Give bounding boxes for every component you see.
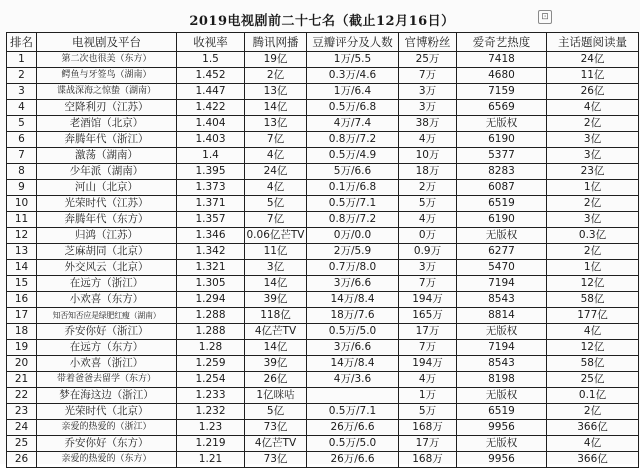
cell-title-platform: 奔腾年代（东方） xyxy=(37,212,177,228)
cell-tencent-views: 19亿 xyxy=(245,52,307,68)
table-row xyxy=(7,276,639,292)
cell-douban: 1万/6.4 xyxy=(307,84,399,100)
table-row xyxy=(7,116,639,132)
cell-tencent-views: 14亿 xyxy=(245,100,307,116)
cell-tencent-views: 73亿 xyxy=(245,420,307,436)
cell-title-platform: 芝麻胡同（北京） xyxy=(37,244,177,260)
table-row xyxy=(7,244,639,260)
cell-weibo-fans: 17万 xyxy=(399,436,457,452)
column-header-rating: 收视率 xyxy=(177,33,245,52)
cell-iqiyi-heat: 无版权 xyxy=(457,324,547,340)
cell-iqiyi-heat: 无版权 xyxy=(457,436,547,452)
column-header-topic-reads: 主话题阅读量 xyxy=(547,33,639,52)
cell-rating: 1.452 xyxy=(177,68,245,84)
ranking-table xyxy=(6,32,639,468)
cell-weibo-fans: 194万 xyxy=(399,292,457,308)
cell-title-platform: 亲爱的热爱的（东方） xyxy=(37,452,177,468)
cell-tencent-views: 39亿 xyxy=(245,356,307,372)
table-row xyxy=(7,212,639,228)
corner-mark-icon: ⊡ xyxy=(538,10,552,24)
table-row xyxy=(7,436,639,452)
cell-douban: 0.5万/6.8 xyxy=(307,100,399,116)
cell-rating: 1.288 xyxy=(177,308,245,324)
table-row xyxy=(7,308,639,324)
cell-iqiyi-heat: 5377 xyxy=(457,148,547,164)
cell-rating: 1.219 xyxy=(177,436,245,452)
column-header-iqiyi-heat: 爱奇艺热度 xyxy=(457,33,547,52)
cell-tencent-views: 118亿 xyxy=(245,308,307,324)
cell-topic-reads: 12亿 xyxy=(547,340,639,356)
cell-weibo-fans: 4万 xyxy=(399,212,457,228)
cell-rank: 14 xyxy=(7,260,37,276)
table-row xyxy=(7,84,639,100)
cell-title-platform: 在远方（东方） xyxy=(37,340,177,356)
cell-rank: 1 xyxy=(7,52,37,68)
cell-rating: 1.321 xyxy=(177,260,245,276)
cell-iqiyi-heat: 8814 xyxy=(457,308,547,324)
cell-topic-reads: 177亿 xyxy=(547,308,639,324)
cell-title-platform: 光荣时代（北京） xyxy=(37,404,177,420)
cell-weibo-fans: 7万 xyxy=(399,340,457,356)
cell-weibo-fans: 3万 xyxy=(399,260,457,276)
cell-rank: 7 xyxy=(7,148,37,164)
cell-rating: 1.373 xyxy=(177,180,245,196)
cell-rank: 9 xyxy=(7,180,37,196)
cell-douban: 2万/5.9 xyxy=(307,244,399,260)
cell-iqiyi-heat: 无版权 xyxy=(457,388,547,404)
cell-tencent-views: 11亿 xyxy=(245,244,307,260)
cell-douban: 4万/7.4 xyxy=(307,116,399,132)
cell-title-platform: 外交风云（北京） xyxy=(37,260,177,276)
cell-rating: 1.395 xyxy=(177,164,245,180)
cell-rating: 1.288 xyxy=(177,324,245,340)
table-row xyxy=(7,452,639,468)
cell-iqiyi-heat: 6087 xyxy=(457,180,547,196)
cell-title-platform: 在远方（浙江） xyxy=(37,276,177,292)
cell-weibo-fans: 10万 xyxy=(399,148,457,164)
cell-douban: 0.3万/4.6 xyxy=(307,68,399,84)
cell-rank: 2 xyxy=(7,68,37,84)
cell-weibo-fans: 3万 xyxy=(399,100,457,116)
cell-title-platform: 梦在海这边（浙江） xyxy=(37,388,177,404)
cell-iqiyi-heat: 5470 xyxy=(457,260,547,276)
cell-douban: 4万/3.6 xyxy=(307,372,399,388)
cell-rating: 1.346 xyxy=(177,228,245,244)
cell-rating: 1.232 xyxy=(177,404,245,420)
cell-topic-reads: 1亿 xyxy=(547,180,639,196)
cell-rating: 1.404 xyxy=(177,116,245,132)
cell-rating: 1.28 xyxy=(177,340,245,356)
cell-title-platform: 少年派（湖南） xyxy=(37,164,177,180)
cell-topic-reads: 0.3亿 xyxy=(547,228,639,244)
column-header-title-platform: 电视剧及平台 xyxy=(37,33,177,52)
cell-topic-reads: 366亿 xyxy=(547,420,639,436)
cell-weibo-fans: 168万 xyxy=(399,452,457,468)
cell-douban: 18万/7.6 xyxy=(307,308,399,324)
cell-rating: 1.294 xyxy=(177,292,245,308)
column-header-rank: 排名 xyxy=(7,33,37,52)
cell-tencent-views: 14亿 xyxy=(245,276,307,292)
cell-title-platform: 带着爸爸去留学（东方） xyxy=(37,372,177,388)
cell-douban: 0.8万/7.2 xyxy=(307,132,399,148)
cell-topic-reads: 25亿 xyxy=(547,372,639,388)
cell-iqiyi-heat: 无版权 xyxy=(457,116,547,132)
cell-tencent-views: 7亿 xyxy=(245,212,307,228)
cell-weibo-fans: 3万 xyxy=(399,84,457,100)
cell-rank: 5 xyxy=(7,116,37,132)
cell-tencent-views: 4亿 xyxy=(245,148,307,164)
cell-rank: 26 xyxy=(7,452,37,468)
cell-title-platform: 奔腾年代（浙江） xyxy=(37,132,177,148)
cell-douban: 5万/6.6 xyxy=(307,164,399,180)
cell-weibo-fans: 1万 xyxy=(399,388,457,404)
cell-title-platform: 小欢喜（浙江） xyxy=(37,356,177,372)
cell-tencent-views: 5亿 xyxy=(245,196,307,212)
table-row xyxy=(7,324,639,340)
cell-title-platform: 激荡（湖南） xyxy=(37,148,177,164)
cell-iqiyi-heat: 6190 xyxy=(457,212,547,228)
cell-iqiyi-heat: 8543 xyxy=(457,292,547,308)
cell-tencent-views: 14亿 xyxy=(245,340,307,356)
cell-douban xyxy=(307,388,399,404)
cell-tencent-views: 3亿 xyxy=(245,260,307,276)
cell-douban: 3万/6.6 xyxy=(307,340,399,356)
cell-rating: 1.447 xyxy=(177,84,245,100)
cell-iqiyi-heat: 6519 xyxy=(457,404,547,420)
cell-rank: 22 xyxy=(7,388,37,404)
cell-rank: 3 xyxy=(7,84,37,100)
cell-topic-reads: 2亿 xyxy=(547,116,639,132)
cell-rank: 20 xyxy=(7,356,37,372)
cell-title-platform: 亲爱的热爱的（浙江） xyxy=(37,420,177,436)
cell-iqiyi-heat: 8543 xyxy=(457,356,547,372)
cell-topic-reads: 58亿 xyxy=(547,356,639,372)
cell-rating: 1.422 xyxy=(177,100,245,116)
table-row xyxy=(7,228,639,244)
cell-iqiyi-heat: 6519 xyxy=(457,196,547,212)
cell-topic-reads: 3亿 xyxy=(547,148,639,164)
cell-topic-reads: 58亿 xyxy=(547,292,639,308)
cell-tencent-views: 1亿咪咕 xyxy=(245,388,307,404)
cell-tencent-views: 73亿 xyxy=(245,452,307,468)
cell-rank: 16 xyxy=(7,292,37,308)
cell-title-platform: 乔安你好（东方） xyxy=(37,436,177,452)
cell-topic-reads: 3亿 xyxy=(547,212,639,228)
cell-douban: 0万/0.0 xyxy=(307,228,399,244)
cell-rank: 25 xyxy=(7,436,37,452)
cell-tencent-views: 24亿 xyxy=(245,164,307,180)
cell-iqiyi-heat: 7194 xyxy=(457,340,547,356)
cell-douban: 0.5万/5.0 xyxy=(307,324,399,340)
cell-iqiyi-heat: 9956 xyxy=(457,452,547,468)
cell-rank: 6 xyxy=(7,132,37,148)
cell-rating: 1.342 xyxy=(177,244,245,260)
cell-title-platform: 第二次也很美（东方） xyxy=(37,52,177,68)
cell-iqiyi-heat: 7159 xyxy=(457,84,547,100)
cell-topic-reads: 366亿 xyxy=(547,452,639,468)
cell-iqiyi-heat: 6277 xyxy=(457,244,547,260)
cell-douban: 0.1万/6.8 xyxy=(307,180,399,196)
cell-topic-reads: 11亿 xyxy=(547,68,639,84)
cell-rank: 21 xyxy=(7,372,37,388)
cell-douban: 3万/6.6 xyxy=(307,276,399,292)
cell-rank: 11 xyxy=(7,212,37,228)
cell-rating: 1.357 xyxy=(177,212,245,228)
cell-topic-reads: 2亿 xyxy=(547,244,639,260)
cell-iqiyi-heat: 7418 xyxy=(457,52,547,68)
cell-rating: 1.305 xyxy=(177,276,245,292)
cell-topic-reads: 23亿 xyxy=(547,164,639,180)
cell-weibo-fans: 0万 xyxy=(399,228,457,244)
cell-topic-reads: 0.1亿 xyxy=(547,388,639,404)
cell-topic-reads: 4亿 xyxy=(547,100,639,116)
cell-tencent-views: 39亿 xyxy=(245,292,307,308)
cell-iqiyi-heat: 7194 xyxy=(457,276,547,292)
table-row xyxy=(7,292,639,308)
cell-iqiyi-heat: 无版权 xyxy=(457,228,547,244)
table-row xyxy=(7,420,639,436)
cell-rank: 8 xyxy=(7,164,37,180)
cell-rank: 4 xyxy=(7,100,37,116)
cell-rank: 19 xyxy=(7,340,37,356)
table-row xyxy=(7,356,639,372)
header-row xyxy=(7,33,639,52)
cell-title-platform: 河山（北京） xyxy=(37,180,177,196)
cell-rating: 1.254 xyxy=(177,372,245,388)
cell-rating: 1.23 xyxy=(177,420,245,436)
table-row xyxy=(7,164,639,180)
cell-douban: 0.5万/7.1 xyxy=(307,196,399,212)
cell-topic-reads: 1亿 xyxy=(547,260,639,276)
cell-weibo-fans: 4万 xyxy=(399,372,457,388)
cell-rank: 17 xyxy=(7,308,37,324)
cell-topic-reads: 4亿 xyxy=(547,324,639,340)
cell-weibo-fans: 2万 xyxy=(399,180,457,196)
table-row xyxy=(7,68,639,84)
table-row xyxy=(7,340,639,356)
cell-tencent-views: 7亿 xyxy=(245,132,307,148)
column-header-douban: 豆瓣评分及人数 xyxy=(307,33,399,52)
cell-iqiyi-heat: 8283 xyxy=(457,164,547,180)
column-header-weibo-fans: 官博粉丝 xyxy=(399,33,457,52)
cell-rating: 1.259 xyxy=(177,356,245,372)
cell-title-platform: 小欢喜（东方） xyxy=(37,292,177,308)
cell-douban: 0.7万/8.0 xyxy=(307,260,399,276)
cell-iqiyi-heat: 6569 xyxy=(457,100,547,116)
cell-rating: 1.371 xyxy=(177,196,245,212)
cell-weibo-fans: 168万 xyxy=(399,420,457,436)
cell-weibo-fans: 5万 xyxy=(399,196,457,212)
cell-rank: 10 xyxy=(7,196,37,212)
cell-title-platform: 空降利刃（江苏） xyxy=(37,100,177,116)
table-row xyxy=(7,404,639,420)
cell-weibo-fans: 4万 xyxy=(399,132,457,148)
cell-tencent-views: 5亿 xyxy=(245,404,307,420)
cell-rating: 1.403 xyxy=(177,132,245,148)
cell-douban: 0.5万/4.9 xyxy=(307,148,399,164)
cell-tencent-views: 13亿 xyxy=(245,116,307,132)
cell-iqiyi-heat: 8198 xyxy=(457,372,547,388)
table-title: 2019电视剧前二十七名（截止12月16日） xyxy=(189,13,455,29)
cell-title-platform: 乔安你好（浙江） xyxy=(37,324,177,340)
cell-topic-reads: 12亿 xyxy=(547,276,639,292)
cell-douban: 0.5万/7.1 xyxy=(307,404,399,420)
cell-douban: 0.5万/5.0 xyxy=(307,436,399,452)
cell-topic-reads: 24亿 xyxy=(547,52,639,68)
cell-iqiyi-heat: 6190 xyxy=(457,132,547,148)
cell-weibo-fans: 18万 xyxy=(399,164,457,180)
cell-rank: 18 xyxy=(7,324,37,340)
cell-tencent-views: 4亿 xyxy=(245,180,307,196)
cell-title-platform: 归鸿（江苏） xyxy=(37,228,177,244)
table-row xyxy=(7,372,639,388)
cell-weibo-fans: 38万 xyxy=(399,116,457,132)
cell-weibo-fans: 25万 xyxy=(399,52,457,68)
table-row xyxy=(7,388,639,404)
cell-topic-reads: 3亿 xyxy=(547,132,639,148)
table-row xyxy=(7,132,639,148)
cell-rank: 24 xyxy=(7,420,37,436)
cell-iqiyi-heat: 4680 xyxy=(457,68,547,84)
cell-rank: 23 xyxy=(7,404,37,420)
cell-weibo-fans: 7万 xyxy=(399,68,457,84)
cell-weibo-fans: 17万 xyxy=(399,324,457,340)
cell-douban: 26万/6.6 xyxy=(307,452,399,468)
cell-iqiyi-heat: 9956 xyxy=(457,420,547,436)
cell-rank: 12 xyxy=(7,228,37,244)
cell-douban: 14万/8.4 xyxy=(307,356,399,372)
cell-rating: 1.5 xyxy=(177,52,245,68)
cell-topic-reads: 2亿 xyxy=(547,404,639,420)
cell-tencent-views: 0.06亿芒TV xyxy=(245,228,307,244)
cell-rating: 1.233 xyxy=(177,388,245,404)
cell-topic-reads: 4亿 xyxy=(547,436,639,452)
cell-rank: 15 xyxy=(7,276,37,292)
cell-tencent-views: 4亿芒TV xyxy=(245,324,307,340)
cell-title-platform: 老酒馆（北京） xyxy=(37,116,177,132)
table-row xyxy=(7,180,639,196)
cell-douban: 0.8万/7.2 xyxy=(307,212,399,228)
cell-title-platform: 鳄鱼与牙签鸟（湖南） xyxy=(37,68,177,84)
cell-weibo-fans: 165万 xyxy=(399,308,457,324)
cell-title-platform: 谍战深海之惊蛰（湖南） xyxy=(37,84,177,100)
cell-rating: 1.21 xyxy=(177,452,245,468)
cell-weibo-fans: 7万 xyxy=(399,276,457,292)
cell-tencent-views: 26亿 xyxy=(245,372,307,388)
table-row xyxy=(7,260,639,276)
table-row xyxy=(7,100,639,116)
column-header-tencent-views: 腾讯网播 xyxy=(245,33,307,52)
cell-douban: 14万/8.4 xyxy=(307,292,399,308)
cell-weibo-fans: 5万 xyxy=(399,404,457,420)
cell-douban: 26万/6.6 xyxy=(307,420,399,436)
cell-weibo-fans: 0.9万 xyxy=(399,244,457,260)
cell-title-platform: 光荣时代（江苏） xyxy=(37,196,177,212)
cell-tencent-views: 2亿 xyxy=(245,68,307,84)
table-row xyxy=(7,148,639,164)
cell-rank: 13 xyxy=(7,244,37,260)
cell-topic-reads: 26亿 xyxy=(547,84,639,100)
cell-tencent-views: 4亿芒TV xyxy=(245,436,307,452)
table-row xyxy=(7,196,639,212)
table-body xyxy=(7,52,639,468)
table-row xyxy=(7,52,639,68)
cell-douban: 1万/5.5 xyxy=(307,52,399,68)
cell-weibo-fans: 194万 xyxy=(399,356,457,372)
cell-topic-reads: 2亿 xyxy=(547,196,639,212)
cell-rating: 1.4 xyxy=(177,148,245,164)
cell-tencent-views: 13亿 xyxy=(245,84,307,100)
cell-title-platform: 知否知否应是绿肥红瘦（湖南） xyxy=(37,308,177,324)
